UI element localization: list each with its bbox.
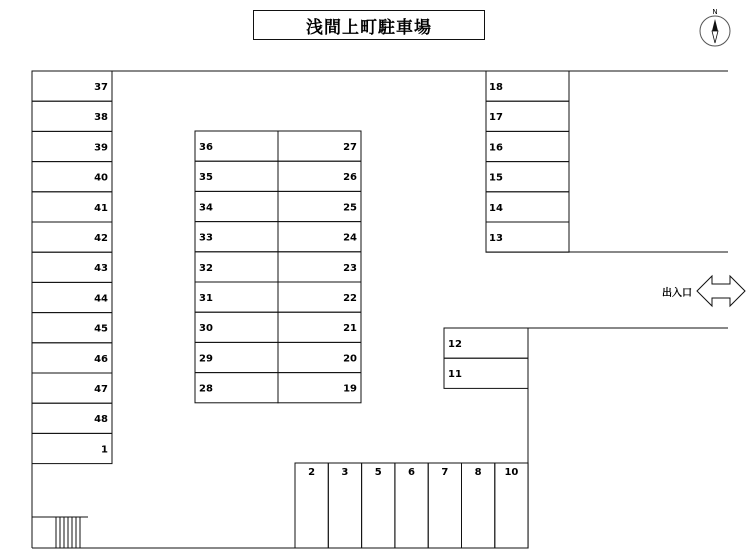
space-number-28: 28 [199,383,213,395]
space-number-7: 7 [441,467,449,478]
space-number-43: 43 [94,263,108,275]
compass-north-label: N [712,8,718,16]
space-number-34: 34 [199,202,213,214]
space-number-5: 5 [374,467,382,478]
space-number-21: 21 [343,323,357,335]
space-number-13: 13 [489,233,503,244]
space-number-29: 29 [199,353,213,365]
space-number-12: 12 [448,339,462,350]
space-number-45: 45 [94,323,108,335]
space-number-25: 25 [343,202,357,214]
space-number-26: 26 [343,172,357,184]
space-number-35: 35 [199,172,213,184]
space-number-38: 38 [94,112,108,124]
map-title: 浅間上町駐車場 [253,10,485,40]
space-number-8: 8 [474,467,482,478]
space-number-46: 46 [94,353,108,365]
space-number-14: 14 [489,202,503,214]
space-number-30: 30 [199,323,213,335]
space-number-16: 16 [489,142,503,154]
space-number-27: 27 [343,142,357,153]
space-number-41: 41 [94,202,108,214]
space-number-17: 17 [489,112,503,124]
space-number-10: 10 [504,467,519,478]
space-number-6: 6 [408,467,415,478]
exit-label: 出入口 [662,288,692,299]
space-number-42: 42 [94,233,108,244]
space-number-48: 48 [94,414,108,426]
space-number-18: 18 [489,82,503,93]
parking-space-1 [32,433,112,463]
space-number-39: 39 [94,142,108,154]
space-number-31: 31 [199,293,213,304]
stairs-icon [32,517,88,548]
space-number-36: 36 [199,142,213,153]
space-number-23: 23 [343,262,357,274]
space-number-37: 37 [94,82,108,93]
space-number-24: 24 [343,232,357,244]
space-number-44: 44 [94,293,108,305]
space-number-33: 33 [199,232,213,244]
double-arrow-icon [697,276,745,306]
space-number-47: 47 [94,384,108,395]
space-number-19: 19 [343,383,357,395]
space-number-11: 11 [448,369,462,381]
space-number-22: 22 [343,293,357,304]
space-number-32: 32 [199,262,213,274]
space-number-1: 1 [101,444,108,456]
space-number-20: 20 [343,353,357,365]
compass-icon [700,8,730,46]
space-number-2: 2 [308,467,316,478]
space-number-3: 3 [341,467,349,478]
space-number-40: 40 [94,172,108,184]
space-number-15: 15 [489,172,503,184]
